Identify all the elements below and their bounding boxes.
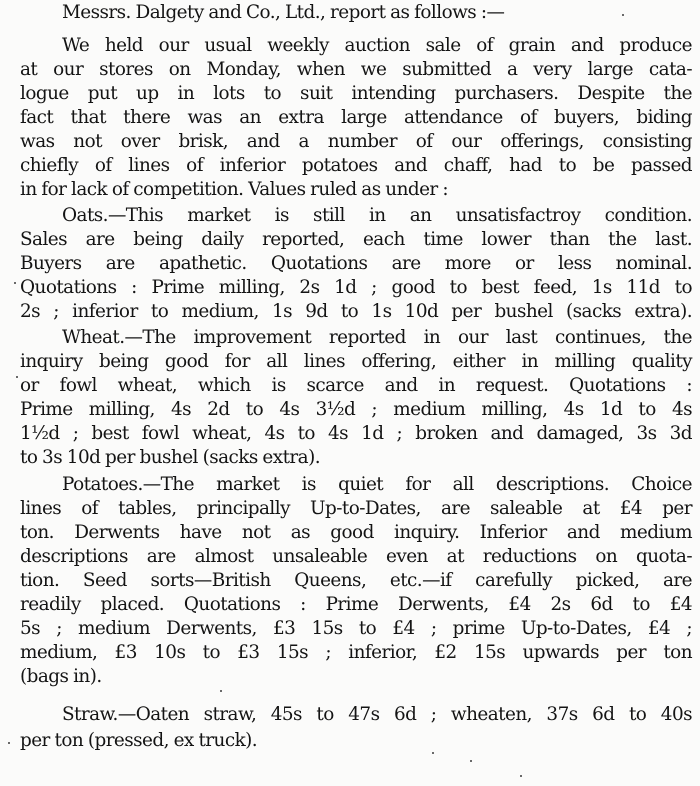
scan-speck xyxy=(220,690,222,692)
text-line: logue put up in lots to suit intending purchasers. Despite the xyxy=(20,83,692,104)
text-line: inquiry being good for all lines offering, either in milling quality xyxy=(20,351,692,372)
scan-speck xyxy=(8,742,10,744)
scan-speck xyxy=(432,752,434,754)
text-line: 2s ; inferior to medium, 1s 9d to 1s 10d per bushel (sacks extra). xyxy=(20,301,692,322)
text-line: Oats.—This market is still in an unsatisfactroy condition. xyxy=(62,205,692,226)
scan-speck xyxy=(470,760,472,762)
text-line: per ton (pressed, ex truck). xyxy=(20,730,258,751)
text-line: 1½d ; best fowl wheat, 4s to 4s 1d ; broken and damaged, 3s 3d xyxy=(20,423,692,444)
text-line: Buyers are apathetic. Quotations are more or less nominal. xyxy=(20,253,692,274)
text-line: Prime milling, 4s 2d to 4s 3½d ; medium milling, 4s 1d to 4s xyxy=(20,399,692,420)
text-line: tion. Seed sorts—British Queens, etc.—if carefully picked, are xyxy=(20,570,692,591)
scan-speck xyxy=(14,282,16,284)
text-line: was not over brisk, and a number of our offerings, consisting xyxy=(20,131,692,152)
text-line: Sales are being daily reported, each time lower than the last. xyxy=(20,229,692,250)
text-line: readily placed. Quotations : Prime Derwents, £4 2s 6d to £4 xyxy=(20,594,692,615)
text-line: 5s ; medium Derwents, £3 15s to £4 ; prime Up-to-Dates, £4 ; xyxy=(20,618,692,639)
text-line: at our stores on Monday, when we submitted a very large cata- xyxy=(20,59,692,80)
text-line: ton. Derwents have not as good inquiry. Inferior and medium xyxy=(20,522,692,543)
text-line: Potatoes.—The market is quiet for all descriptions. Choice xyxy=(62,474,692,495)
text-line: Straw.—Oaten straw, 45s to 47s 6d ; wheaten, 37s 6d to 40s xyxy=(62,704,692,725)
text-line: Wheat.—The improvement reported in our last continues, the xyxy=(62,327,692,348)
text-line: descriptions are almost unsaleable even at reductions on quota- xyxy=(20,546,692,567)
text-line: chiefly of lines of inferior potatoes and chaff, had to be passed xyxy=(20,155,692,176)
text-line: lines of tables, principally Up-to-Dates, are saleable at £4 per xyxy=(20,498,692,519)
scan-speck xyxy=(520,775,522,777)
text-line: We held our usual weekly auction sale of grain and produce xyxy=(62,35,692,56)
text-line: fact that there was an extra large attendance of buyers, biding xyxy=(20,107,692,128)
text-line: to 3s 10d per bushel (sacks extra). xyxy=(20,447,320,468)
text-line: medium, £3 10s to £3 15s ; inferior, £2 15s upwards per ton xyxy=(20,642,692,663)
text-line: or fowl wheat, which is scarce and in request. Quotations : xyxy=(20,375,692,396)
text-line: in for lack of competition. Values ruled as under : xyxy=(20,179,449,200)
scan-speck xyxy=(622,14,624,16)
report-intro: Messrs. Dalgety and Co., Ltd., report as follows :— xyxy=(62,2,505,23)
text-line: (bags in). xyxy=(20,666,102,687)
scan-speck xyxy=(16,376,18,378)
text-line: Quotations : Prime milling, 2s 1d ; good to best feed, 1s 11d to xyxy=(20,277,692,298)
